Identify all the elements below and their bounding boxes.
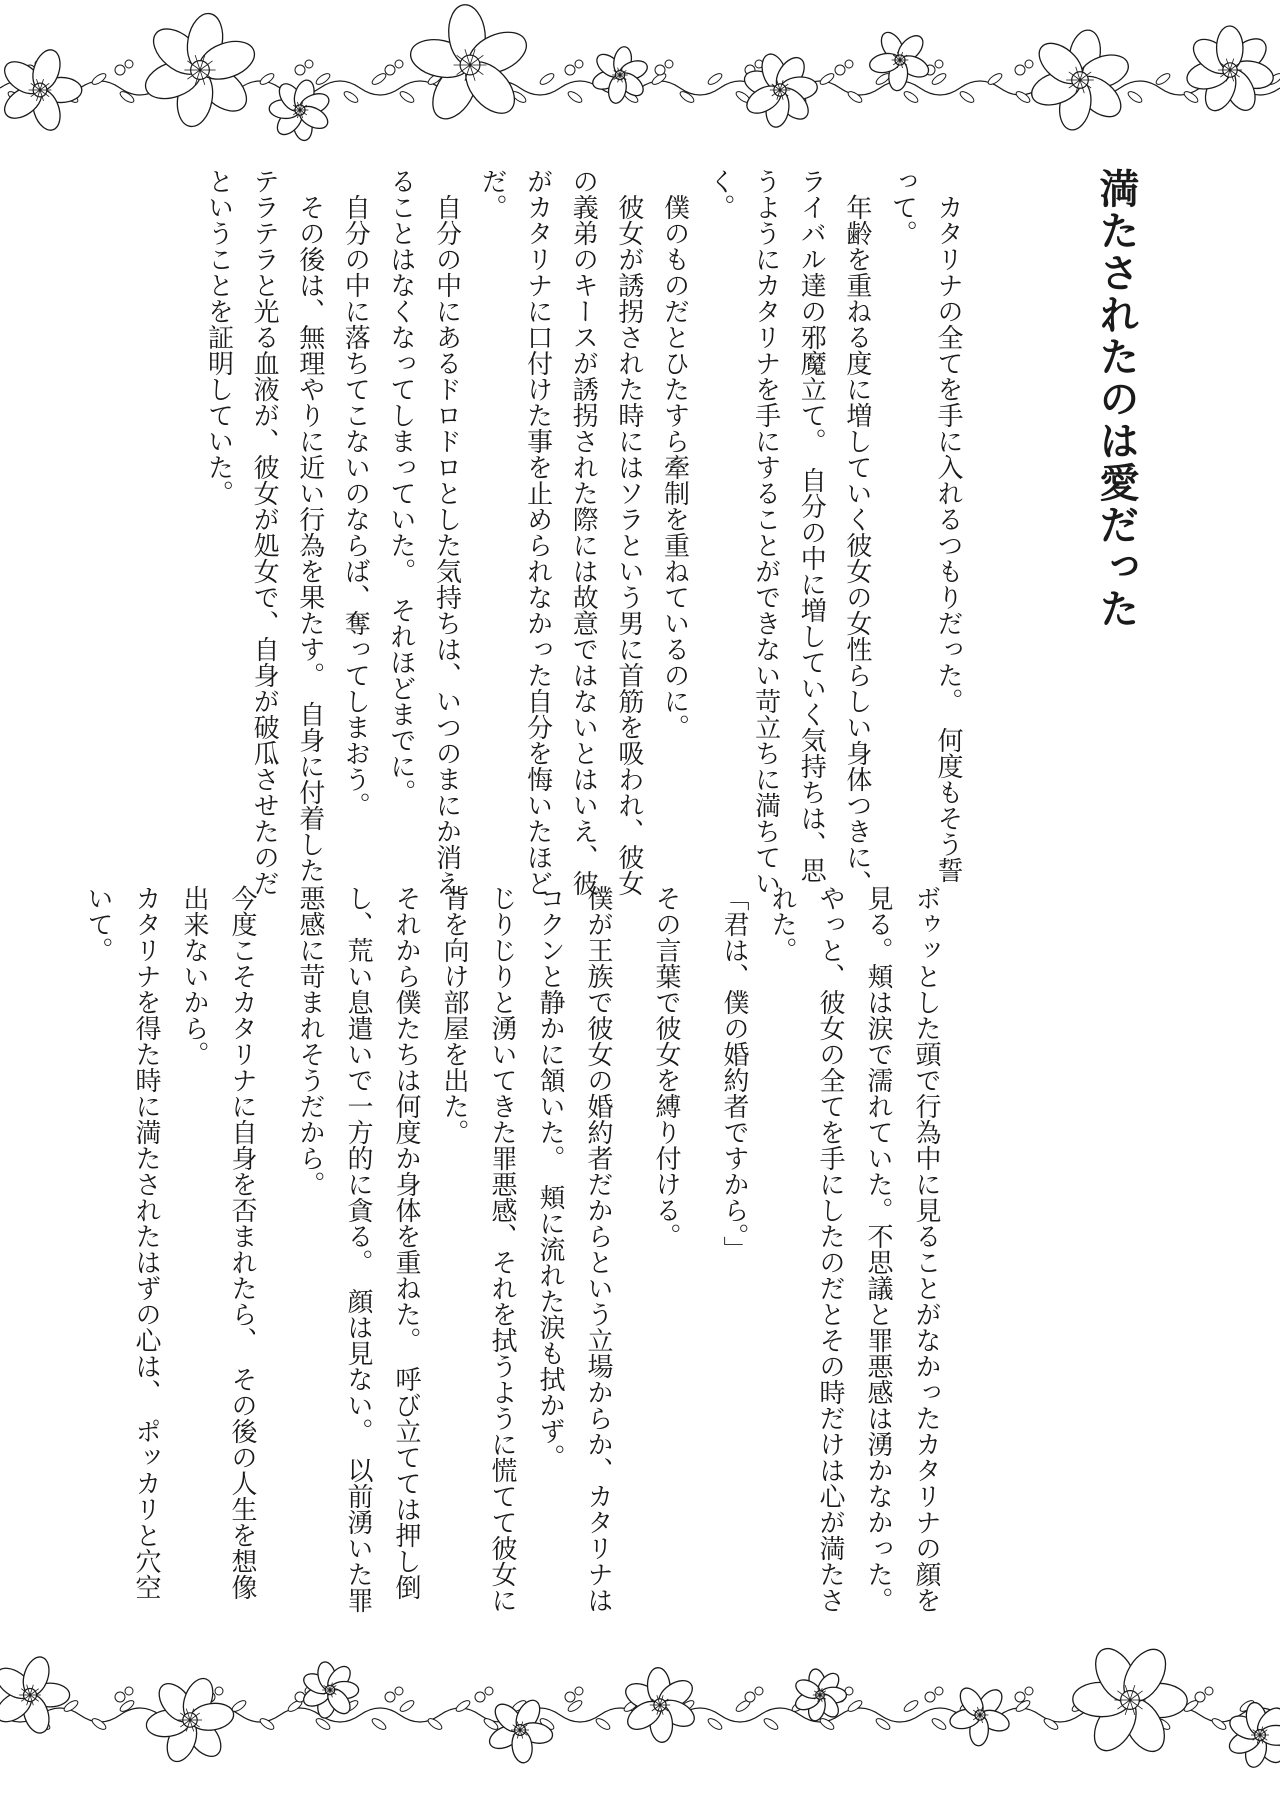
flower-ornament (793, 1668, 847, 1723)
flower-ornament (741, 51, 818, 129)
paragraph: 僕のものだとひたすら牽制を重ねているのに。 (659, 194, 690, 740)
paragraph: 年齢を重ねる度に増していく彼女の女性らしい身体つきに、ライバル達の邪魔立て。 自分の中に増していく気持ちは、思うようにカタリナを手にすることができない苛立ちに満ちていく。 (705, 168, 872, 896)
flower-ornament (0, 46, 82, 133)
flower-ornament (1073, 1642, 1188, 1759)
paragraph: 自分の中に落ちてこないのならば、奪ってしまおう。 (340, 194, 371, 818)
flower-ornament (407, 3, 533, 126)
paragraph: 自分の中にあるドロドロとした気持ちは、いつのまにか消えることはなくなってしまっていた。 それほどまでに。 (385, 168, 462, 896)
paragraph: ボゥッとした頭で行為中に見ることがなかったカタリナの顔を見る。頬は涙で濡れていた。不思議と罪悪感は湧かなかった。 (863, 885, 941, 1613)
dialogue-line: 「君は、僕の婚約者ですから。」 (719, 885, 749, 1262)
flower-ornament (140, 11, 259, 130)
flower-ornament (0, 1654, 70, 1737)
page-title: 満たされたのは愛だった (1093, 168, 1139, 630)
flower-ornament (590, 45, 650, 104)
paragraph: カタリナを得た時に満たされたはずの心は、 ポッカリと穴空いて。 (83, 885, 161, 1600)
floral-border-bottom (0, 1635, 1280, 1795)
paragraph: やっと、彼女の全てを手にしたのだとその時だけは心が満たされた。 (767, 885, 845, 1613)
paragraph: 僕が王族で彼女の婚約者だからという立場からか、カタリナはコクンと静かに頷いた。 頬に流れた涙も拭かず。 (535, 885, 613, 1613)
paragraph: 彼女が誘拐された時にはソラという男に首筋を吸われ、彼女の義弟のキースが誘拐された際には故意ではないとはいえ、彼がカタリナに口付けた事を止められなかった自分を悔いたほどだ。 (477, 168, 644, 896)
paragraph: 今度こそカタリナに自身を否まれたら、 その後の人生を想像出来ないから。 (179, 885, 257, 1600)
paragraph: その言葉で彼女を縛り付ける。 (651, 885, 681, 1249)
text-block-bottom (74, 885, 950, 1620)
paragraph: カタリナの全てを手に入れるつもりだった。 何度もそう誓って。 (887, 168, 963, 883)
paragraph: それから僕たちは何度か身体を重ねた。 呼び立てては押し倒し、荒い息遣いで一方的に貪る。 顔は見ない。 以前湧いた罪悪感に苛まれそうだから。 (295, 885, 421, 1613)
text-block-top (195, 168, 970, 898)
floral-border-top (0, 0, 1280, 160)
flower-ornament (1226, 1701, 1280, 1770)
flower-ornament (948, 1684, 1012, 1746)
flower-ornament (1184, 26, 1276, 116)
flower-ornament (1027, 27, 1133, 132)
paragraph: その後は、無理やりに近い行為を果たす。 自身に付着したテラテラと光る血液が、彼女が処女で、自身が破瓜させたのだということを証明していた。 (203, 168, 325, 896)
paragraph: じりじりと湧いてきた罪悪感、それを拭うように慌てて彼女に背を向け部屋を出た。 (439, 885, 517, 1613)
